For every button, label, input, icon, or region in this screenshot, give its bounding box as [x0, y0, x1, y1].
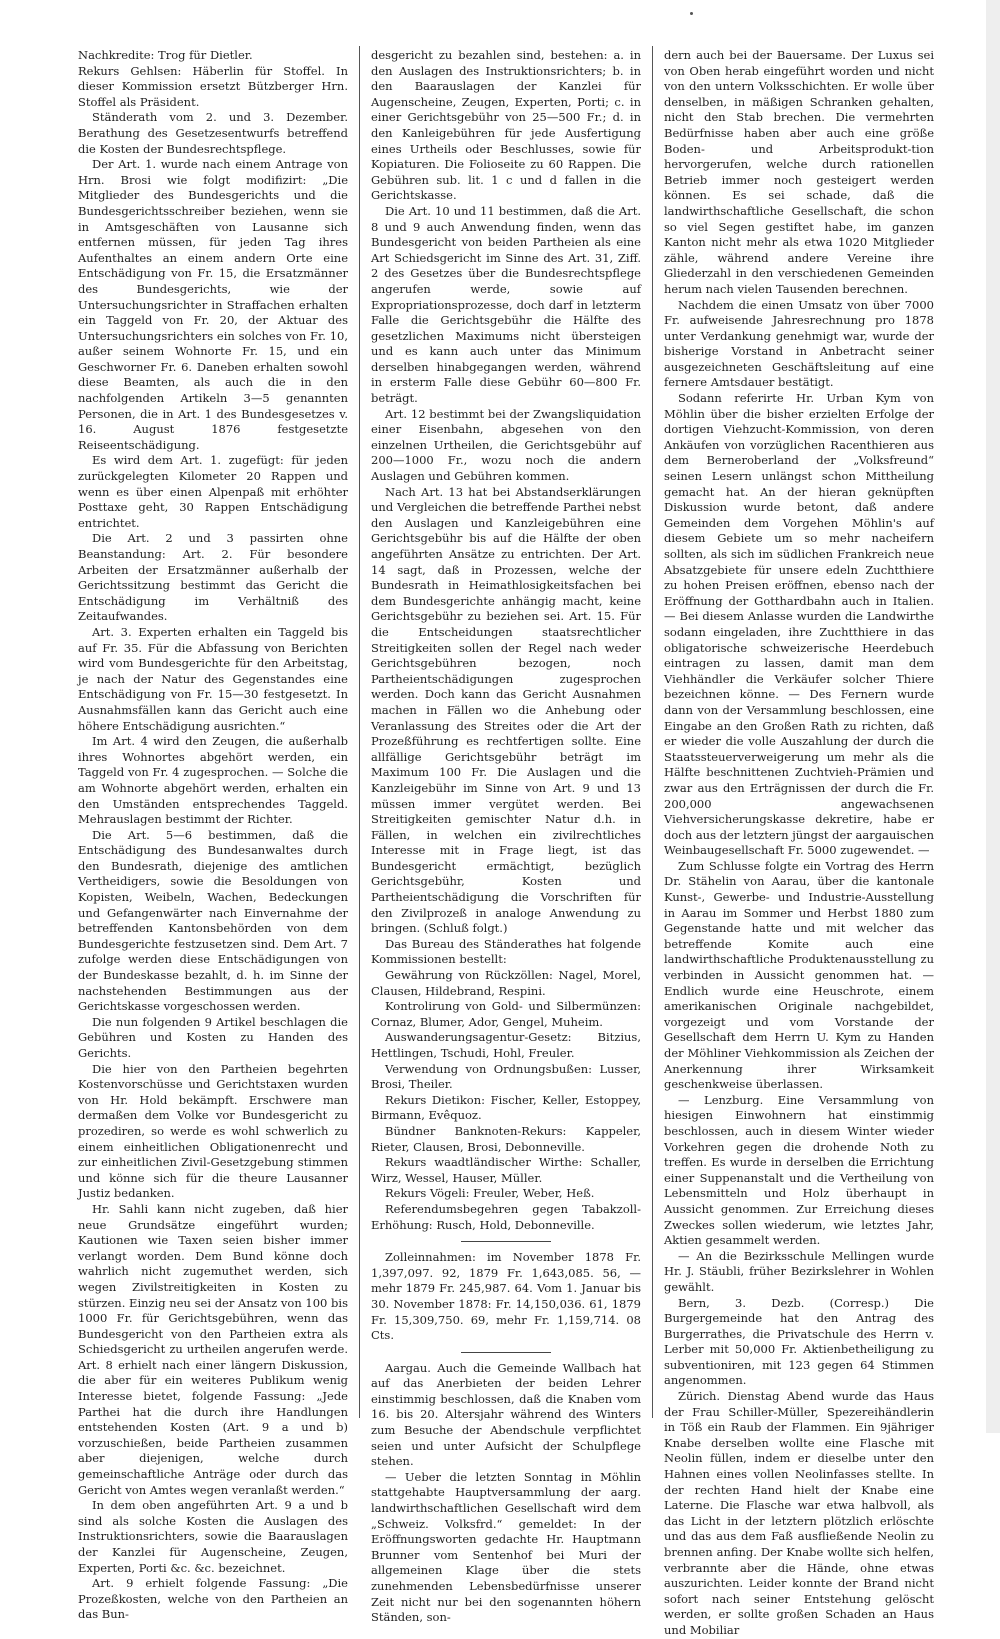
- paragraph: — Lenzburg. Eine Versammlung von hiesigen Einwohnern hat einstimmig beschlossen, auch in diesem Winter wieder Vorkehren gegen die drohende Noth zu treffen. Es wurde in derselben die Errichtung einer Suppenanstalt und die Vertheilung von Lebensmitteln und Holz überhaupt in Aussicht genommen. Zur Erreichung dieses Zweckes sollen wiederum, wie letztes Jahr, Aktien gesammelt werden.: [664, 1092, 934, 1248]
- paragraph: Hr. Sahli kann nicht zugeben, daß hier neue Grundsätze eingeführt wurden; Kautionen wie Taxen seien bisher immer verlangt worden. Dem Bund könne doch wahrlich nicht zugemuthet werden, sich wegen Zivilstreitigkeiten in Kosten zu stürzen. Einzig neu sei der Ansatz von 100 bis 1000 Fr. für Gerichtsgebühren, wenn das Bundesgericht von den Partheien extra als Schiedsgericht zu urtheilen angerufen werde. Art. 8 erhielt nach einer längern Diskussion, die aber für ein weiteres Publikum wenig Interesse bietet, folgende Fassung: „Jede Parthei hat die durch ihre Handlungen entstehenden Kosten (Art. 9 a und b) vorzuschießen, beide Partheien zusammen aber diejenigen, welche durch gemeinschaftliche Anträge oder durch das Gericht von Amtes wegen veranlaßt werden.“: [78, 1201, 348, 1497]
- paragraph: Der Art. 1. wurde nach einem Antrage von Hrn. Brosi wie folgt modifizirt: „Die Mitglieder des Bundesgerichts und die Bundesgerichtsschreiber beziehen, wenn sie in Amtsgeschäften von Lausanne sich entfernen müssen, für jeden Tag ihres Aufenthaltes an einem andern Orte eine Entschädigung von Fr. 15, die Ersatzmänner des Bundesgerichts, wie der Untersuchungsrichter in Straffachen erhalten ein Taggeld von Fr. 20, der Aktuar des Untersuchungsrichters ein solches von Fr. 10, außer seinem Wohnorte Fr. 15, und ein Geschworner Fr. 6. Daneben erhalten sowohl diese Beamten, als auch die in den nachfolgenden Artikeln 3—5 genannten Personen, die in Art. 1 des Bundesgesetzes v. 16. August 1876 festgesetzte Reiseentschädigung.: [78, 157, 348, 452]
- paragraph: Zum Schlusse folgte ein Vortrag des Herrn Dr. Stähelin von Aarau, über die kantonale Kunst-, Gewerbe- und Industrie-Ausstellung in Aarau im Sommer und Herbst 1880 zum Gegenstande hatte und mit welcher das betreffende Komite auch eine landwirthschaftliche Produktenausstellung zu verbinden in Aussicht genommen hat. — Endlich wurde eine Heuschrote, einem amerikanischen Originale nachgebildet, vorgezeigt und vom Vorstande der Gesellschaft dem Herrn U. Kym zu Handen der Möhliner Viehkommission als Zeichen der Anerkennung ihrer Wirksamkeit geschenkweise überlassen.: [664, 858, 934, 1092]
- paragraph: In dem oben angeführten Art. 9 a und b sind als solche Kosten die Auslagen des Instruktionsrichters, sowie die Baarauslagen der Kanzlei für Augenscheine, Zeugen, Experten, Porti &c. &c. bezeichnet.: [78, 1498, 348, 1575]
- paragraph: Bern, 3. Dezb. (Corresp.) Die Burgergemeinde hat den Antrag des Burgerrathes, die Privatschule des Herrn v. Lerber mit 50,000 Fr. Aktienbetheiligung zu subventioniren, mit 123 gegen 64 Stimmen angenommen.: [664, 1295, 934, 1388]
- separator-rule: [461, 1352, 551, 1353]
- paragraph: Zürich. Dienstag Abend wurde das Haus der Frau Schiller-Müller, Spezereihändlerin in Töß ein Raub der Flammen. Ein 9jähriger Knabe derselben wollte eine Flasche mit Neolin füllen, indem er dieselbe unter den Hahnen eines vollen Neolinfasses stellte. In der rechten Hand hielt der Knabe eine Laterne. Die Flasche war etwa halbvoll, als das Licht in der letztern plötzlich erlöschte und das aus dem Faß ausfließende Neolin zu brennen anfing. Der Knabe wollte sich helfen, verbrannte aber die Hände, ohne etwas auszurichten. Leider konnte der Brand nicht sofort nach seiner Entstehung gelöscht werden, er sollte großen Schaden an Haus und Mobiliar: [664, 1389, 934, 1637]
- section-heading: Ständerath vom 2. und 3. Dezember. Berathung des Gesetzesentwurfs betreffend die Kosten der Bundesrechtspflege.: [78, 110, 348, 156]
- commission-entry: Rekurs waadtländischer Wirthe: Schaller, Wirz, Wessel, Hauser, Müller.: [371, 1155, 641, 1185]
- paragraph: Art. 9 erhielt folgende Fassung: „Die Prozeßkosten, welche von den Partheien an das Bun-: [78, 1576, 348, 1622]
- commission-entry: Verwendung von Ordnungsbußen: Lusser, Brosi, Theiler.: [371, 1061, 641, 1092]
- paragraph: Rekurs Gehlsen: Häberlin für Stoffel. In dieser Kommission ersetzt Bützberger Hrn. Stoffel als Präsident.: [78, 63, 348, 109]
- column-rule-1: [359, 46, 360, 1418]
- paragraph: Sodann referirte Hr. Urban Kym von Möhlin über die bisher erzielten Erfolge der dortigen Viehzucht-Kommission, von deren Ankäufen von vorzüglichen Racenthieren aus dem Berneroberland der „Volksfreund“ seinen Lesern unlängst schon Mittheilung gemacht hat. An der hieran geknüpften Diskussion wurde betont, daß andere Gemeinden dem Vorgehen Möhlin's auf diesem Gebiete um so mehr nacheifern sollten, als sich im südlichen Frankreich neue Absatzgebiete für unsere edeln Zuchtthiere zu hohen Preisen eröffnen, ebenso nach der Eröffnung der Gotthardbahn auch in Italien. — Bei diesem Anlasse wurden die Landwirthe sodann eingeladen, ihre Zuchtthiere in das obligatorische schweizerische Heerdebuch eintragen zu lassen, damit man dem Viehhändler die Verkäufer solcher Thiere bezeichnen könne. — Des Fernern wurde dann von der Versammlung beschlossen, eine Eingabe an den Großen Rath zu richten, daß er wieder die volle Auszahlung der durch die Staatssteuerverweigerung um mehr als die Hälfte beschnittenen Zuchtvieh-Prämien und zwar aus den Erträgnissen der durch die Fr. 200,000 angewachsenen Viehversicherungskasse dekretire, habe er doch aus der letztern jüngst der aargauischen Weinbaugesellschaft Fr. 5000 zugewendet. —: [664, 391, 934, 858]
- commission-entry: Rekurs Vögeli: Freuler, Weber, Heß.: [385, 1186, 595, 1201]
- commission-entry: Rekurs Dietikon: Fischer, Keller, Estoppey, Birmann, Evêquoz.: [371, 1092, 641, 1123]
- commission-entry: Auswanderungsagentur-Gesetz: Bitzius, Hettlingen, Tschudi, Hohl, Freuler.: [371, 1030, 641, 1060]
- column-2: [371, 48, 641, 1625]
- paragraph: Art. 3. Experten erhalten ein Taggeld bis auf Fr. 35. Für die Abfassung von Berichten wird vom Bundesgerichte für den Arbeitstag, je nach der Natur des Gegenstandes eine Entschädigung von Fr. 15—30 festgesetzt. In Ausnahmsfällen kann das Gericht auch eine höhere Entschädigung ausrichten.“: [78, 624, 348, 733]
- paragraph: Nachkredite: Trog für Dietler.: [78, 48, 253, 62]
- commission-entry: Kontrolirung von Gold- und Silbermünzen: Cornaz, Blumer, Ador, Gengel, Muheim.: [371, 999, 641, 1029]
- column-1: [78, 48, 348, 1622]
- paragraph: Die Art. 10 und 11 bestimmen, daß die Art. 8 und 9 auch Anwendung finden, wenn das Bundesgericht von beiden Partheien als eine Art Schiedsgericht im Sinne des Art. 31, Ziff. 2 des Gesetzes über die Bundesrechtspflege angerufen werde, sowie auf Expropriationsprozesse, doch darf in letzterm Falle die Gerichtsgebühr die Hälfte des gesetzlichen Maximums nicht übersteigen und es kann auch unter das Minimum derselben hinabgegangen werden, während in ersterm Falle diese Gebühr 60—800 Fr. beträgt.: [371, 203, 641, 406]
- paragraph: — An die Bezirksschule Mellingen wurde Hr. J. Stäubli, früher Bezirkslehrer in Wohlen gewählt.: [664, 1248, 934, 1294]
- separator-rule: [461, 1241, 551, 1242]
- paragraph: Art. 12 bestimmt bei der Zwangsliquidation einer Eisenbahn, abgesehen von den einzelnen Urtheilen, die Gerichtsgebühr auf 200—1000 Fr., wozu noch die andern Auslagen und Gebühren kommen.: [371, 406, 641, 484]
- paragraph: Das Bureau des Ständerathes hat folgende Kommissionen bestellt:: [371, 936, 641, 967]
- paragraph: Zolleinnahmen: im November 1878 Fr. 1,397,097. 92, 1879 Fr. 1,643,085. 56, — mehr 1879 Fr. 245,987. 64. Vom 1. Januar bis 30. November 1878: Fr. 14,150,036. 61, 1879 Fr. 15,309,750. 69, mehr Fr. 1,159,714. 08 Cts.: [371, 1250, 641, 1343]
- paragraph: Die nun folgenden 9 Artikel beschlagen die Gebühren und Kosten zu Handen des Gerichts.: [78, 1014, 348, 1060]
- commission-entry: Referendumsbegehren gegen Tabakzoll-Erhöhung: Rusch, Hold, Debonneville.: [371, 1201, 641, 1232]
- paragraph: Die hier von den Partheien begehrten Kostenvorschüsse und Gerichtstaxen wurden von Hr. Hold bekämpft. Erschwere man dermaßen dem Volke vor Bundesgericht zu prozediren, so werde es wohl schwerlich zu einem einheitlichen Obligationenrecht und zur einheitlichen Zivil-Gesetzgebung stimmen und könne sich für die theure Lausanner Justiz bedanken.: [78, 1061, 348, 1201]
- page-edge-shadow: [986, 0, 1000, 1433]
- column-3: [664, 48, 934, 1637]
- paragraph: Die Art. 2 und 3 passirten ohne Beanstandung: Art. 2. Für besondere Arbeiten der Ersatzmänner außerhalb der Gerichtssitzung bestimmt das Gericht die Entschädigung im Verhältniß des Zeitaufwandes.: [78, 531, 348, 624]
- column-rule-2: [652, 46, 653, 1418]
- paragraph: — Ueber die letzten Sonntag in Möhlin stattgehabte Hauptversammlung der aarg. landwirthschaftlichen Gesellschaft wird dem „Schweiz. Volksfrd.“ gemeldet: In der Eröffnungsworten gedachte Hr. Hauptmann Brunner vom Sentenhof bei Muri der allgemeinen Klage über die stets zunehmenden Lebensbedürfnisse unserer Zeit nicht nur bei den sogenannten höhern Ständen, son-: [371, 1469, 641, 1625]
- paragraph: Die Art. 5—6 bestimmen, daß die Entschädigung des Bundesanwaltes durch den Bundesrath, diejenige des amtlichen Vertheidigers, sowie die Besoldungen von Kopisten, Weibeln, Wachen, Bedeckungen und Gefangenwärter nach Einvernahme der betreffenden Kantonsbehörden von dem Bundesgerichte festzusetzen sind. Dem Art. 7 zufolge werden diese Entschädigungen von der Bundeskasse bezahlt, d. h. im Sinne der nachstehenden Bestimmungen aus der Gerichtskasse vorgeschossen werden.: [78, 827, 348, 1014]
- commission-entry: Bündner Banknoten-Rekurs: Kappeler, Rieter, Clausen, Brosi, Debonneville.: [371, 1123, 641, 1154]
- paragraph: Aargau. Auch die Gemeinde Wallbach hat auf das Anerbieten der beiden Lehrer einstimmig beschlossen, daß die Knaben vom 16. bis 20. Altersjahr während des Winters zum Besuche der Abendschule verpflichtet seien und unter Aufsicht der Schulpflege stehen.: [371, 1360, 641, 1469]
- paragraph: desgericht zu bezahlen sind, bestehen: a. in den Auslagen des Instruktionsrichters; b. in den Baarauslagen der Kanzlei für Augenscheine, Zeugen, Experten, Porti; c. in einer Gerichtsgebühr von 25—500 Fr.; d. in den Kanleigebühren für jede Ausfertigung eines Urtheils oder Beschlusses, sowie für Kopiaturen. Die Folioseite zu 60 Rappen. Die Gebühren sub. lit. 1 c und d fallen in die Gerichtskasse.: [371, 48, 641, 203]
- paragraph: Nach Art. 13 hat bei Abstandserklärungen und Vergleichen die betreffende Parthei nebst den Auslagen und Kanzleigebühren eine Gerichtsgebühr bis auf die Hälfte der oben angeführten Ansätze zu entrichten. Der Art. 14 sagt, daß in Prozessen, welche der Bundesrath in Heimathlosigkeitsfachen bei dem Bundesgerichte anhängig macht, keine Gerichtsgebühr zu beziehen sei. Art. 15. Für die Entscheidungen staatsrechtlicher Streitigkeiten sollen der Regel nach weder Gerichtsgebühren bezogen, noch Partheientschädigungen zugesprochen werden. Doch kann das Gericht Ausnahmen machen in Fällen wo die Anhebung oder Veranlassung des Streites oder die Art der Prozeßführung es rechtfertigen sollte. Eine allfällige Gerichtsgebühr beträgt im Maximum 100 Fr. Die Auslagen und die Kanzleigebühr im Sinne von Art. 9 und 13 müssen immer vergütet werden. Bei Streitigkeiten gemischter Natur d.h. in Fällen, in welchen ein zivilrechtliches Interesse mit in Frage liegt, ist das Bundesgericht ermächtigt, bezüglich Gerichtsgebühr, Kosten und Partheientschädigung die Vorschriften für den Zivilprozeß in analoge Anwendung zu bringen. (Schluß folgt.): [371, 484, 641, 936]
- scan-speck: [690, 12, 693, 15]
- paragraph: Im Art. 4 wird den Zeugen, die außerhalb ihres Wohnortes abgehört werden, ein Taggeld von Fr. 4 zugesprochen. — Solche die am Wohnorte abgehört werden, erhalten ein den Umständen entsprechendes Taggeld. Mehrauslagen bestimmt der Richter.: [78, 734, 348, 827]
- paragraph: dern auch bei der Bauersame. Der Luxus sei von Oben herab eingeführt worden und nicht von den untern Volksschichten. Er wolle über denselben, in mäßigen Schranken gehalten, nicht den Stab brechen. Die vermehrten Bedürfnisse haben aber auch eine größe Boden- und Arbeitsprodukt-tion hervorgerufen, welche durch rationellen Betrieb immer noch gesteigert werden können. Es sei schade, daß die landwirthschaftliche Gesellschaft, die schon so viel Segen gestiftet habe, im ganzen Kanton nicht mehr als etwa 1020 Mitglieder zähle, während andere Vereine ihre Gliederzahl in den verschiedenen Gemeinden herum nach vielen Tausenden berechnen.: [664, 48, 934, 296]
- paragraph: Nachdem die einen Umsatz von über 7000 Fr. aufweisende Jahresrechnung pro 1878 unter Verdankung genehmigt war, wurde der bisherige Vorstand in Anbetracht seiner ausgezeichneten Geschäftsleitung auf eine fernere Amtsdauer bestätigt.: [664, 297, 934, 390]
- paragraph: Es wird dem Art. 1. zugefügt: für jeden zurückgelegten Kilometer 20 Rappen und wenn es über einen Alpenpaß mit erhöhter Posttaxe geht, 30 Rappen Entschädigung entrichtet.: [78, 453, 348, 530]
- commission-entry: Gewährung von Rückzöllen: Nagel, Morel, Clausen, Hildebrand, Respini.: [371, 968, 641, 998]
